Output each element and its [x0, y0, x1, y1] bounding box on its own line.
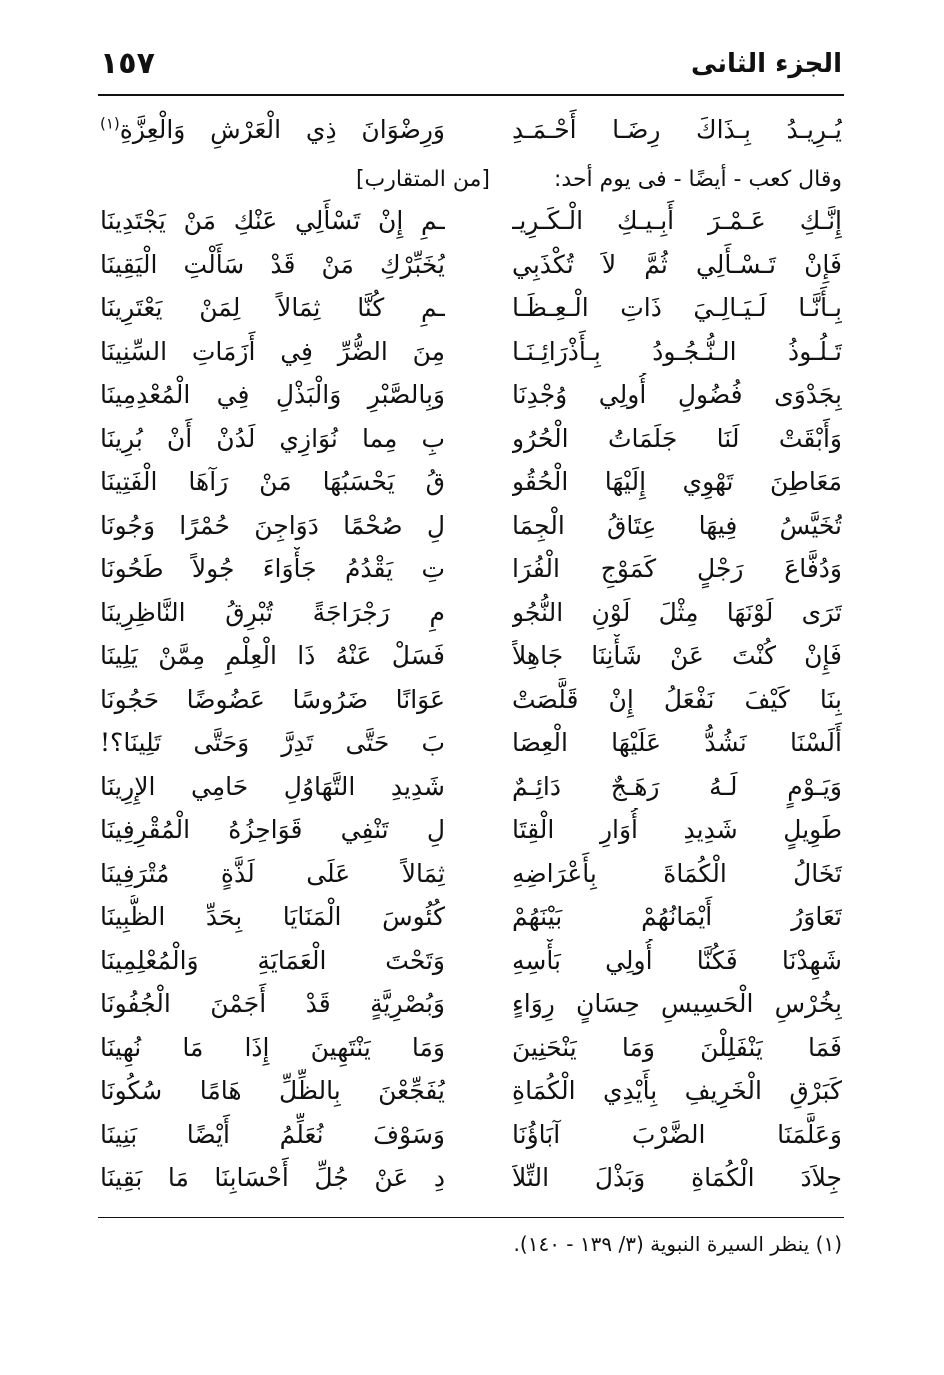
verse-first-hemistich: تَخَالُ الْكُمَاةَ بِأَعْرَاضِهِ: [512, 858, 842, 888]
verse-line: [100, 108, 842, 152]
verse-line: [100, 330, 842, 374]
verse-second-hemistich: مِ رَجْرَاجَةً تُبْرِقُ النَّاظِرِينَا: [100, 597, 445, 627]
verse-first-hemistich: تُخَيَّسُ فِيهَا عِتَاقُ الْجِمَا: [512, 510, 842, 540]
verse-second-hemistich: لِ تَنْفِي قَوَاحِزُهُ الْمُقْرِفِينَا: [100, 815, 445, 844]
verse-second-hemistich: كُئُوسَ الْمَنَايَا بِحَدِّ الظُّبِينَا: [100, 902, 445, 931]
verse-first-hemistich: كَبَرْقِ الْخَرِيفِ بِأَيْدِي الْكُمَاةِ: [512, 1076, 842, 1105]
verse-first-hemistich: جِلاَدَ الْكُمَاةِ وَبَذْلَ التِّلاَ: [512, 1163, 842, 1192]
poem-intro: [100, 160, 842, 200]
verse-second-hemistich: عَوَانًا ضَرُوسًا عَضُوضًا حَجُونَا: [100, 684, 445, 714]
verse-line: [100, 243, 842, 287]
poem-intro-text: وقال كعب - أيضًا - فى يوم أحد:: [554, 167, 842, 192]
verse-first-hemistich: بِنَا كَيْفَ نَفْعَلُ إِنْ قَلَّصَتْ: [512, 684, 842, 714]
verse-second-hemistich: لِ صُحْمًا دَوَاجِنَ حُمْرًا وَجُونَا: [100, 510, 445, 540]
verse-first-hemistich: شَهِدْنَا فَكُنَّا أُولِي بَأْسِهِ: [512, 945, 842, 975]
footnote: [100, 1226, 842, 1262]
verse-line: [100, 765, 842, 809]
footnote-marker: (١): [100, 114, 120, 133]
verse-line: [100, 939, 842, 983]
verse-first-hemistich: فَإِنْ تَـسْـأَلِي ثُمَّ لاَ تُكْذَبِي: [512, 249, 842, 279]
verse-second-hemistich: وَبُصْرِيَّةٍ قَدْ أَجَمْنَ الْجُفُونَا: [100, 989, 445, 1018]
verse-second-hemistich: شَدِيدِ التَّهَاوُلِ حَامِي الإِرِينَا: [100, 771, 445, 801]
verse-line: [100, 721, 842, 765]
verse-line: [100, 199, 842, 243]
verse-line: [100, 1113, 842, 1157]
verse-line: [100, 591, 842, 635]
verse-first-hemistich: بِخُرْسِ الْحَسِيسِ حِسَانٍ رِوَاءٍ: [512, 989, 842, 1018]
verse-line: [100, 1026, 842, 1070]
page-header: [100, 44, 842, 90]
verse-line: [100, 373, 842, 417]
verse-second-hemistich: ـمِ إِنْ تَسْأَلِي عَنْكِ مَنْ يَجْتَدِينَا: [100, 206, 445, 235]
verse-second-hemistich: مِنَ الضُّرِّ فِي أَزَمَاتِ السِّنِينَا: [100, 336, 445, 366]
verse-second-hemistich: دِ عَنْ جُلِّ أَحْسَابِنَا مَا بَقِينَا: [100, 1163, 445, 1192]
verse-first-hemistich: تَرَى لَوْنَهَا مِثْلَ لَوْنِ النُّجُو: [512, 597, 842, 627]
verse-first-hemistich: فَمَا يَنْفَلِلْنَ وَمَا يَنْحَنِينَ: [512, 1032, 842, 1062]
header-rule: [98, 94, 844, 96]
verse-first-hemistich: إِنَّـكِ عَـمْـرَ أَبِـيـكِ الْـكَـرِيـ: [512, 206, 842, 235]
page-number: ١٥٧: [100, 46, 155, 81]
verse-line: [100, 678, 842, 722]
verse-line: [100, 504, 842, 548]
verse-first-hemistich: يُـرِيـدُ بِـذَاكَ رِضَـا أَحْـمَـدِ: [512, 115, 842, 144]
footnote-rule: [98, 1217, 844, 1218]
verse-first-hemistich: وَيَـوْمٍ لَـهُ رَهَـجٌ دَائِـمٌ: [512, 771, 842, 801]
poem-meter-label: [من المتقارب]: [355, 167, 490, 192]
verse-second-hemistich: وَمَا يَنْتَهِينَ إِذَا مَا نُهِينَا: [100, 1032, 445, 1062]
verse-first-hemistich: بِجَدْوَى فُضُولِ أُولِي وُجْدِنَا: [512, 380, 842, 409]
verse-second-hemistich-text: وَرِضْوَانَ ذِي الْعَرْشِ وَالْعِزَّةِ: [119, 115, 445, 144]
verse-second-hemistich: فَسَلْ عَنْهُ ذَا الْعِلْمِ مِمَّنْ يَلِينَا: [100, 641, 445, 670]
verse-first-hemistich: تَعَاوَرُ أَيْمَانُهُمْ بَيْنَهُمْ: [512, 902, 842, 931]
verse-first-hemistich: تَـلُـوذُ الـنُّـجُـودُ بِـأَذْرَائِـنَـا: [512, 336, 842, 366]
verse-first-hemistich: فَإِنْ كُنْتَ عَنْ شَأْنِنَا جَاهِلاً: [512, 641, 842, 670]
verse-line: [100, 895, 842, 939]
verse-line: [100, 460, 842, 504]
verse-first-hemistich: وَدُفَّاعَ رَجْلٍ كَمَوْجِ الْفُرَا: [512, 554, 842, 583]
verse-line: [100, 417, 842, 461]
verse-second-hemistich: بَ حَتَّى تَدِرَّ وَحَتَّى تَلِينَا؟!: [100, 728, 445, 757]
verse-second-hemistich: وَبِالصَّبْرِ وَالْبَذْلِ فِي الْمُعْدِمِينَا: [100, 380, 445, 409]
verse-first-hemistich: مَعَاطِنَ تَهْوِي إِلَيْهَا الْحُقُو: [512, 467, 842, 496]
verse-first-hemistich: بِـأَنَّـا لَـيَـالِـيَ ذَاتِ الْـعِـظَـا: [512, 293, 842, 322]
verse-second-hemistich: بِ مِما نُوَازِي لَدُنْ أَنْ بُرِينَا: [100, 423, 445, 453]
footnote-text: (١) ينظر السيرة النبوية (٣/ ١٣٩ - ١٤٠).: [513, 1232, 842, 1256]
verse-line: [100, 1156, 842, 1200]
verse-second-hemistich: قُ يَحْسَبُهَا مَنْ رَآهَا الْفَتِينَا: [100, 467, 445, 496]
verse-second-hemistich: وَسَوْفَ نُعَلِّمُ أَيْضًا بَنِينَا: [100, 1119, 445, 1149]
verse-line: [100, 634, 842, 678]
verse-second-hemistich: يُخَبِّرْكِ مَنْ قَدْ سَأَلْتِ الْيَقِينَا: [100, 249, 445, 279]
verse-second-hemistich: وَتَحْتَ الْعَمَايَةِ وَالْمُعْلِمِينَا: [100, 945, 445, 975]
verse-second-hemistich: ـمِ كُنَّا ثِمَالاً لِمَنْ يَعْتَرِينَا: [100, 293, 445, 322]
verse-line: [100, 852, 842, 896]
verse-line: [100, 982, 842, 1026]
verse-second-hemistich: تِ يَقْدُمُ جَأْوَاءَ جُولاً طَحُونَا: [100, 554, 445, 583]
verse-line: [100, 286, 842, 330]
verse-first-hemistich: وَأَبْقَتْ لَنَا جَلَمَاتُ الْحُرُو: [512, 423, 842, 453]
verse-second-hemistich: يُفَجِّعْنَ بِالظِّلِّ هَامًا سُكُونَا: [100, 1076, 445, 1105]
verse-line: [100, 808, 842, 852]
verse-first-hemistich: أَلَسْنَا نَشُدُّ عَلَيْهَا الْعِصَا: [512, 728, 842, 757]
verse-line: [100, 547, 842, 591]
verse-second-hemistich: [100, 108, 445, 152]
verse-line: [100, 1069, 842, 1113]
verse-second-hemistich: ثِمَالاً عَلَى لَذَّةٍ مُتْرَفِينَا: [100, 858, 445, 888]
part-title: الجزء الثانى: [690, 49, 842, 79]
verse-first-hemistich: وَعَلَّمَنَا الضَّرْبَ آبَاؤُنَا: [512, 1119, 842, 1149]
verse-first-hemistich: طَوِيلٍ شَدِيدِ أُوَارِ الْقِتَا: [512, 815, 842, 844]
